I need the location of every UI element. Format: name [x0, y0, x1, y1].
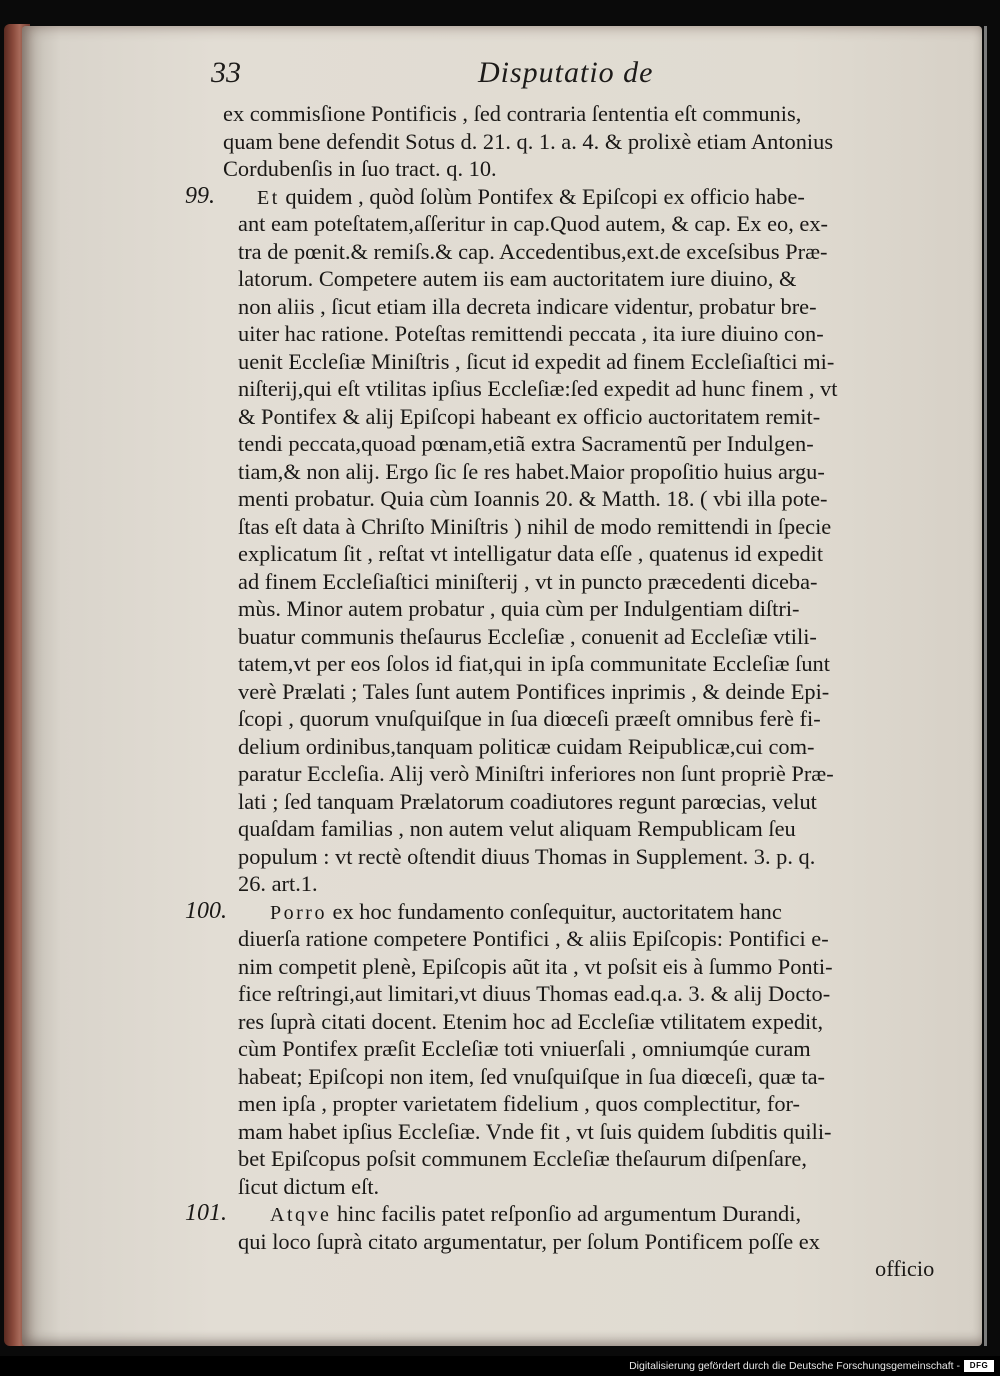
dfg-logo-icon: DFG	[964, 1360, 994, 1372]
line-body: qui loco ſuprà citato argumentatur, per ſolum Pontificem poſſe ex	[238, 1228, 820, 1254]
line-body: ſicut dictum eſt.	[238, 1173, 380, 1199]
text-line	[185, 375, 955, 403]
text-line	[185, 953, 955, 981]
running-head: Disputatio de	[478, 56, 654, 89]
line-body: ſtas eſt data à Chriſto Miniſtris ) nihil de modo remittendi in ſpecie	[238, 513, 832, 539]
line-body: delium ordinibus,tanquam politicæ cuidam Reipublicæ,cui com-	[238, 733, 815, 759]
text-line	[185, 1035, 955, 1063]
text-line	[185, 705, 955, 733]
text-line	[185, 1090, 955, 1118]
line-text	[238, 1035, 811, 1063]
line-text	[238, 513, 831, 541]
footer-bar	[0, 1356, 1000, 1376]
line-body: res ſuprà citati docent. Etenim hoc ad Eccleſiæ vtilitatem expedit,	[238, 1008, 824, 1034]
line-text	[238, 1173, 379, 1201]
line-text	[238, 348, 834, 376]
line-body: Cordubenſis in ſuo tract. q. 10.	[223, 156, 497, 181]
text-line	[185, 1173, 955, 1201]
text-line	[185, 1118, 955, 1146]
line-text	[238, 540, 823, 568]
line-body: ex hoc fundamento conſequitur, auctoritatem hanc	[326, 898, 782, 924]
text-line	[185, 265, 955, 293]
line-text	[238, 210, 828, 238]
line-text	[238, 238, 827, 266]
line-text	[223, 155, 497, 183]
paragraph-number: 100.	[185, 897, 227, 924]
line-body: fice reſtringi,aut limitari,vt diuus Thomas ead.q.a. 3. & alij Docto-	[238, 981, 831, 1006]
initial-small-caps: Atqve	[270, 1204, 332, 1226]
text-line	[185, 1063, 955, 1091]
line-body: cùm Pontifex præſit Eccleſiæ toti vniuerſali , omniumqúe curam	[238, 1036, 811, 1061]
line-text	[238, 1008, 823, 1036]
text-line	[185, 980, 955, 1008]
text-line	[185, 788, 955, 816]
line-body: niſterij,qui eſt vtilitas ipſius Eccleſiæ:ſed expedit ad hunc finem , vt	[238, 376, 838, 401]
text-line	[185, 210, 955, 238]
paragraph-number: 101.	[185, 1200, 227, 1226]
line-text	[238, 925, 829, 953]
line-text	[238, 760, 834, 788]
text-line	[185, 925, 955, 953]
line-body: ex commisſione Pontificis , ſed contraria ſententia eſt communis,	[223, 101, 802, 126]
line-text	[238, 403, 820, 431]
text-line	[185, 458, 955, 486]
line-text	[270, 1200, 801, 1230]
text-line	[185, 1145, 955, 1173]
line-body: menti probatur. Quia cùm Ioannis 20. & Matth. 18. ( vbi illa pote-	[238, 486, 828, 511]
line-body: mùs. Minor autem probatur , quia cùm per Indulgentiam diſtri-	[238, 596, 800, 621]
line-body: tra de pœnit.& remiſs.& cap. Accedentibus,ext.de exceſsibus Præ-	[238, 238, 828, 264]
line-body: nim competit plenè, Epiſcopis aũt ita , vt poſsit eis à ſummo Ponti-	[238, 953, 833, 979]
line-text	[238, 705, 821, 733]
page-number: 33	[211, 56, 241, 89]
line-text	[238, 870, 318, 898]
line-body: latorum. Competere autem iis eam auctoritatem iure diuino, &	[238, 266, 797, 291]
text-line	[185, 650, 955, 678]
line-text	[238, 458, 825, 486]
line-text	[238, 1228, 820, 1256]
text-line	[185, 320, 955, 348]
text-line	[185, 1008, 955, 1036]
line-body: uenit Eccleſiæ Miniſtris , ſicut id expedit ad finem Eccleſiaſtici mi-	[238, 348, 835, 374]
text-line	[185, 540, 955, 568]
text-line	[185, 623, 955, 651]
line-text	[238, 650, 830, 678]
line-body: verè Prælati ; Tales ſunt autem Pontifices inprimis , & deinde Epi-	[238, 678, 830, 704]
footer-credit-text: Digitalisierung gefördert durch die Deutsche Forschungsgemeinschaft -	[629, 1360, 960, 1372]
line-body: non aliis , ſicut etiam illa decreta indicare videntur, probatur bre-	[238, 293, 817, 319]
line-text	[223, 128, 833, 156]
initial-small-caps: Porro	[270, 901, 327, 924]
line-text	[257, 183, 805, 213]
line-body: & Pontifex & alij Epiſcopi habeant ex officio auctoritatem remit-	[238, 403, 821, 429]
text-line	[185, 430, 955, 458]
line-body: bet Epiſcopus poſsit communem Eccleſiæ theſaurum diſpenſare,	[238, 1146, 807, 1171]
text-line	[185, 403, 955, 431]
text-line	[185, 183, 955, 211]
text-line	[185, 100, 955, 128]
line-body: lati ; ſed tanquam Prælatorum coadiutores regunt parœcias, velut	[238, 788, 817, 814]
line-text	[238, 623, 817, 651]
line-text	[238, 320, 824, 348]
text-line	[185, 1200, 955, 1228]
line-text	[270, 898, 782, 928]
line-text	[238, 375, 837, 403]
text-line	[185, 815, 955, 843]
body-text	[185, 100, 955, 1283]
line-text	[238, 595, 800, 623]
initial-small-caps: Et	[257, 186, 280, 209]
line-body: quaſdam familias , non autem velut aliquam Rempublicam ſeu	[238, 816, 796, 841]
text-line	[185, 733, 955, 761]
line-body: uiter hac ratione. Poteſtas remittendi peccata , ita iure diuino con-	[238, 321, 824, 346]
line-body: mam habet ipſius Eccleſiæ. Vnde fit , vt ſuis quidem ſubditis quili-	[238, 1118, 832, 1144]
line-body: tendi peccata,quoad pœnam,etiã extra Sacramentũ per Indulgen-	[238, 431, 814, 456]
line-body: tatem,vt per eos ſolos id fiat,qui in ipſa communitate Eccleſiæ ſunt	[238, 651, 830, 676]
text-line	[185, 485, 955, 513]
line-body: buatur communis theſaurus Eccleſiæ , conuenit ad Eccleſiæ vtili-	[238, 623, 817, 649]
line-text	[238, 485, 828, 513]
line-body: populum : vt rectè oſtendit diuus Thomas in Supplement. 3. p. q.	[238, 843, 816, 869]
line-text	[238, 568, 817, 596]
text-line	[185, 348, 955, 376]
line-text	[238, 293, 817, 321]
line-text	[238, 1090, 800, 1118]
line-text	[238, 815, 796, 843]
text-line	[185, 568, 955, 596]
line-body: ant eam poteſtatem,aſſeritur in cap.Quod autem, & cap. Ex eo, ex-	[238, 211, 829, 236]
text-line	[185, 238, 955, 266]
line-body: paratur Eccleſia. Alij verò Miniſtri inferiores non ſunt propriè Præ-	[238, 761, 834, 786]
line-body: quidem , quòd ſolùm Pontifex & Epiſcopi ex officio habe-	[279, 183, 805, 209]
line-text	[238, 265, 796, 293]
line-text	[238, 1118, 832, 1146]
line-text	[238, 980, 830, 1008]
line-body: quam bene defendit Sotus d. 21. q. 1. a. 4. & prolixè etiam Antonius	[223, 128, 834, 154]
line-body: habeat; Epiſcopi non item, ſed vnuſquiſque in ſua diœceſi, quæ ta-	[238, 1063, 825, 1089]
line-text	[238, 843, 815, 871]
line-body: hinc facilis patet reſponſio ad argumentum Durandi,	[331, 1201, 802, 1226]
line-body: explicatum ſit , reſtat vt intelligatur data eſſe , quatenus id expedit	[238, 541, 824, 566]
page-edge-rule	[984, 26, 987, 1346]
paragraph-number: 99.	[185, 182, 215, 209]
line-text	[238, 430, 814, 458]
line-body: men ipſa , propter varietatem fidelium , quos complectitur, for-	[238, 1091, 800, 1116]
line-text	[875, 1255, 934, 1283]
line-body: 26. art.1.	[238, 871, 318, 896]
line-text	[238, 733, 814, 761]
text-line	[185, 155, 955, 183]
line-text	[223, 100, 801, 128]
text-line	[185, 595, 955, 623]
line-body: ſcopi , quorum vnuſquiſque in ſua diœceſi præeſt omnibus ferè fi-	[238, 706, 821, 731]
line-text	[238, 953, 833, 981]
text-line	[185, 513, 955, 541]
line-text	[238, 678, 829, 706]
line-text	[238, 788, 817, 816]
line-text	[238, 1145, 807, 1173]
line-text	[238, 1063, 825, 1091]
line-body: officio	[875, 1256, 935, 1281]
line-body: diuerſa ratione competere Pontifici , & aliis Epiſcopis: Pontifici e-	[238, 926, 829, 951]
text-line	[185, 843, 955, 871]
text-line	[185, 1228, 955, 1256]
text-line	[185, 1255, 955, 1283]
text-line	[185, 678, 955, 706]
text-line	[185, 870, 955, 898]
text-line	[185, 760, 955, 788]
text-line	[185, 898, 955, 926]
line-body: ad finem Eccleſiaſtici miniſterij , vt in puncto præcedenti diceba-	[238, 568, 818, 594]
text-line	[185, 293, 955, 321]
text-line	[185, 128, 955, 156]
line-body: tiam,& non alij. Ergo ſic ſe res habet.Maior propoſitio huius argu-	[238, 458, 825, 484]
